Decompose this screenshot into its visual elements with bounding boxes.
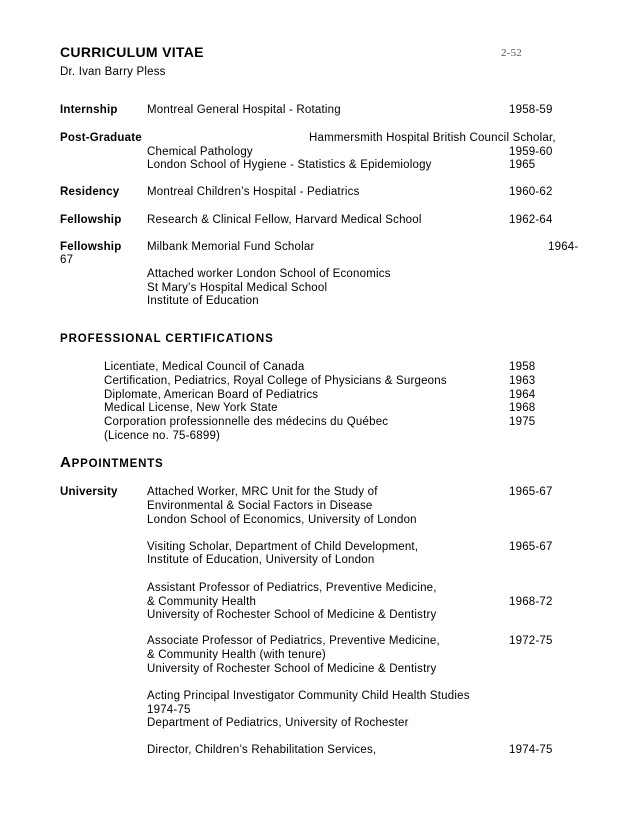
training-entry-year-wrap: 67 [60, 254, 74, 266]
training-entry-text: Milbank Memorial Fund Scholar [147, 241, 315, 253]
appointment-text: Assistant Professor of Pediatrics, Preventive Medicine, [147, 582, 437, 594]
certification-year: 1958 [509, 361, 536, 373]
training-entry-text: Hammersmith Hospital British Council Scholar, [309, 132, 556, 144]
training-entry-year: 1962-64 [509, 214, 553, 226]
training-entry-text: Chemical Pathology [147, 146, 253, 158]
certification-text: Certification, Pediatrics, Royal College of Physicians & Surgeons [104, 375, 447, 387]
certification-text: Diplomate, American Board of Pediatrics [104, 389, 319, 401]
appointment-text: & Community Health [147, 596, 257, 608]
section-label-fellowship: Fellowship [60, 214, 122, 226]
appointment-text: Environmental & Social Factors in Disease [147, 500, 373, 512]
author-name: Dr. Ivan Barry Pless [60, 66, 166, 78]
certification-year: 1964 [509, 389, 536, 401]
appointment-year: 1972-75 [509, 635, 553, 647]
training-entry-text: Attached worker London School of Economics [147, 268, 391, 280]
training-entry-year: 1964- [548, 241, 579, 253]
training-entry-year: 1959-60 [509, 146, 553, 158]
training-entry-text: Institute of Education [147, 295, 259, 307]
training-entry-text: St Mary’s Hospital Medical School [147, 282, 328, 294]
training-entry-year: 1965 [509, 159, 536, 171]
appointment-text: Attached Worker, MRC Unit for the Study of [147, 486, 378, 498]
heading-initial: A [60, 454, 72, 471]
appointment-text: Director, Children’s Rehabilitation Services, [147, 744, 377, 756]
certification-text: (Licence no. 75-6899) [104, 430, 221, 442]
certification-text: Licentiate, Medical Council of Canada [104, 361, 305, 373]
appointment-text: Department of Pediatrics, University of Rochester [147, 717, 409, 729]
section-label-university: University [60, 486, 118, 498]
appointment-year: 1965-67 [509, 541, 553, 553]
certification-year: 1975 [509, 416, 536, 428]
certification-text: Corporation professionnelle des médecins du Québec [104, 416, 389, 428]
appointment-year: 1968-72 [509, 596, 553, 608]
certification-year: 1968 [509, 402, 536, 414]
certification-text: Medical License, New York State [104, 402, 278, 414]
heading-rest: PPOINTMENTS [71, 458, 164, 470]
appointment-text: University of Rochester School of Medicine & Dentistry [147, 663, 437, 675]
appointment-text: Institute of Education, University of London [147, 554, 375, 566]
page-number: 2-52 [501, 47, 522, 59]
appointment-text: Acting Principal Investigator Community Child Health Studies [147, 690, 470, 702]
training-entry-text: Research & Clinical Fellow, Harvard Medical School [147, 214, 422, 226]
appointment-text: Associate Professor of Pediatrics, Preventive Medicine, [147, 635, 440, 647]
appointment-text: Visiting Scholar, Department of Child Development, [147, 541, 419, 553]
section-heading-certifications: PROFESSIONAL CERTIFICATIONS [60, 333, 274, 345]
certification-year: 1963 [509, 375, 536, 387]
appointment-text: London School of Economics, University of London [147, 514, 417, 526]
appointment-year: 1974-75 [509, 744, 553, 756]
section-heading-appointments [60, 456, 164, 471]
training-entry-text: London School of Hygiene - Statistics & Epidemiology [147, 159, 432, 171]
document-title: CURRICULUM VITAE [60, 44, 204, 60]
section-label-residency: Residency [60, 186, 120, 198]
training-entry-year: 1960-62 [509, 186, 553, 198]
training-entry-text: Montreal Children’s Hospital - Pediatrics [147, 186, 360, 198]
section-label-post-graduate: Post-Graduate [60, 132, 142, 144]
appointment-text: 1974-75 [147, 704, 191, 716]
appointment-text: University of Rochester School of Medicine & Dentistry [147, 609, 437, 621]
section-label-fellowship: Fellowship [60, 241, 122, 253]
training-entry-year: 1958-59 [509, 104, 553, 116]
section-label-internship: Internship [60, 104, 118, 116]
training-entry-text: Montreal General Hospital - Rotating [147, 104, 341, 116]
appointment-text: & Community Health (with tenure) [147, 649, 326, 661]
appointment-year: 1965-67 [509, 486, 553, 498]
